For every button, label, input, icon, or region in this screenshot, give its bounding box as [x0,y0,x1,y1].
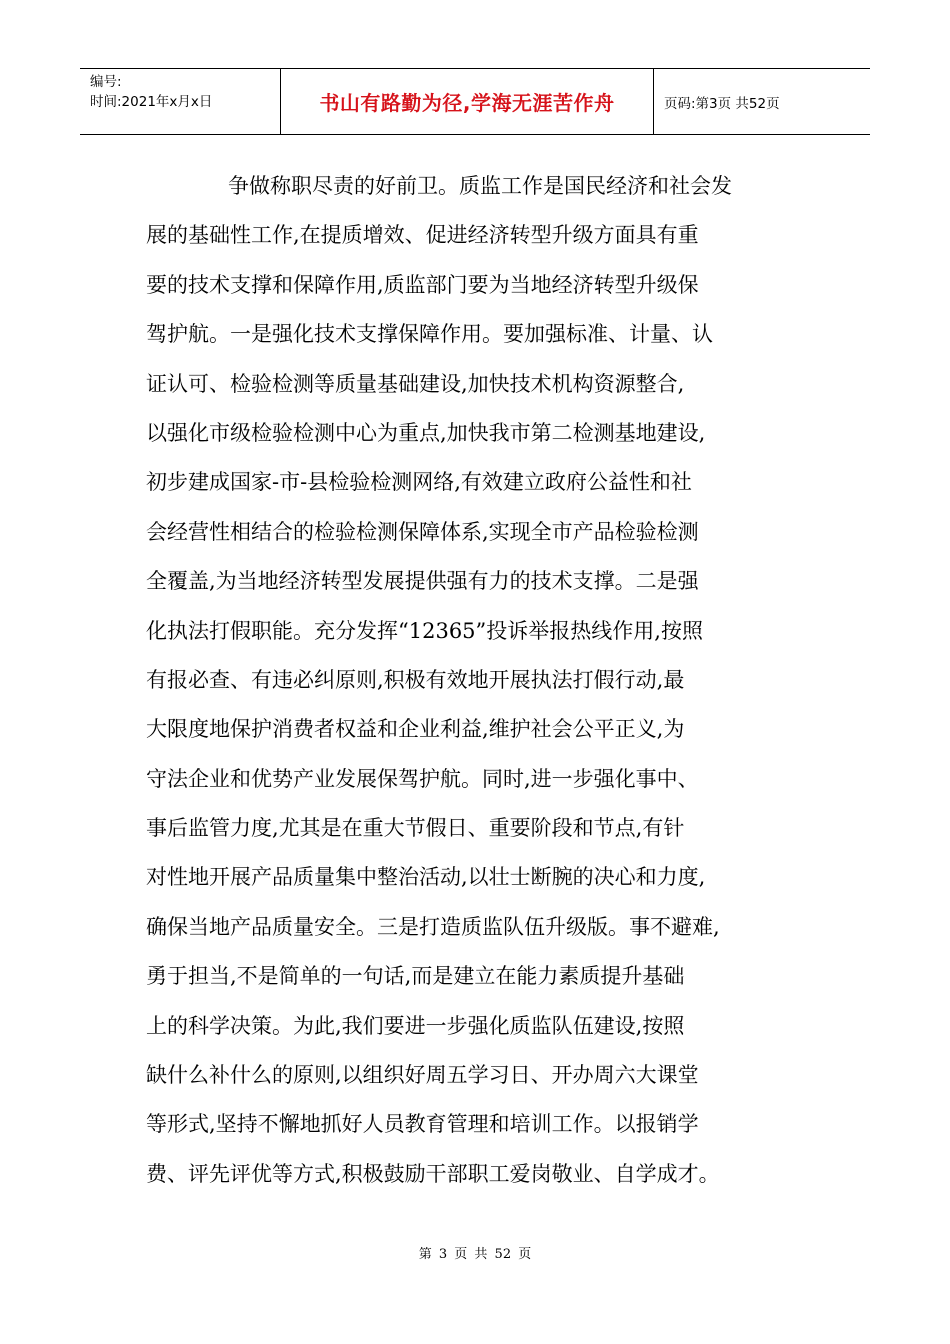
body-line: 证认可、检验检测等质量基础建设,加快技术机构资源整合, [146,371,685,396]
document-header [80,68,870,135]
footer-page-number: 第 3 页 共 52 页 [418,1247,532,1262]
body-line: 确保当地产品质量安全。三是打造质监队伍升级版。事不避难, [146,914,720,939]
body-line: 以强化市级检验检测中心为重点,加快我市第二检测基地建设, [146,420,706,445]
body-line: 化执法打假职能。充分发挥“12365”投诉举报热线作用,按照 [146,618,703,643]
body-line: 勇于担当,不是简单的一句话,而是建立在能力素质提升基础 [146,964,685,989]
body-line: 大限度地保护消费者权益和企业利益,维护社会公平正义,为 [146,717,685,742]
body-line: 全覆盖,为当地经济转型发展提供强有力的技术支撑。二是强 [146,569,699,594]
body-line: 事后监管力度,尤其是在重大节假日、重要阶段和节点,有针 [146,816,685,841]
serial-number-label: 编号: [90,74,122,90]
body-line: 守法企业和优势产业发展保驾护航。同时,进一步强化事中、 [146,766,699,791]
body-line: 有报必查、有违必纠原则,积极有效地开展执法打假行动,最 [146,667,685,692]
date-label: 时间:2021年x月x日 [90,94,213,110]
body-line: 争做称职尽责的好前卫。质监工作是国民经济和社会发 [228,174,732,198]
header-meta-cell [80,69,281,134]
body-line: 初步建成国家-市-县检验检测网络,有效建立政府公益性和社 [146,470,692,495]
header-page-cell [654,69,870,134]
body-line: 要的技术支撑和保障作用,质监部门要为当地经济转型升级保 [146,272,699,297]
body-line: 展的基础性工作,在提质增效、促进经济转型升级方面具有重 [146,223,699,248]
body-line: 会经营性相结合的检验检测保障体系,实现全市产品检验检测 [146,519,699,544]
motto-text: 书山有路勤为径,学海无涯苦作舟 [319,91,615,115]
body-line: 等形式,坚持不懈地抓好人员教育管理和培训工作。以报销学 [146,1112,699,1137]
body-line: 驾护航。一是强化技术支撑保障作用。要加强标准、计量、认 [146,322,713,347]
header-motto-cell [281,69,654,134]
page-footer [0,1243,950,1262]
page-number-label: 页码:第3页 共52页 [664,95,780,112]
body-paragraph [146,162,806,1199]
body-line: 缺什么补什么的原则,以组织好周五学习日、开办周六大课堂 [146,1063,699,1088]
body-line: 费、评先评优等方式,积极鼓励干部职工爱岗敬业、自学成才。 [146,1161,720,1186]
body-line: 上的科学决策。为此,我们要进一步强化质监队伍建设,按照 [146,1013,685,1038]
body-line: 对性地开展产品质量集中整治活动,以壮士断腕的决心和力度, [146,865,706,890]
